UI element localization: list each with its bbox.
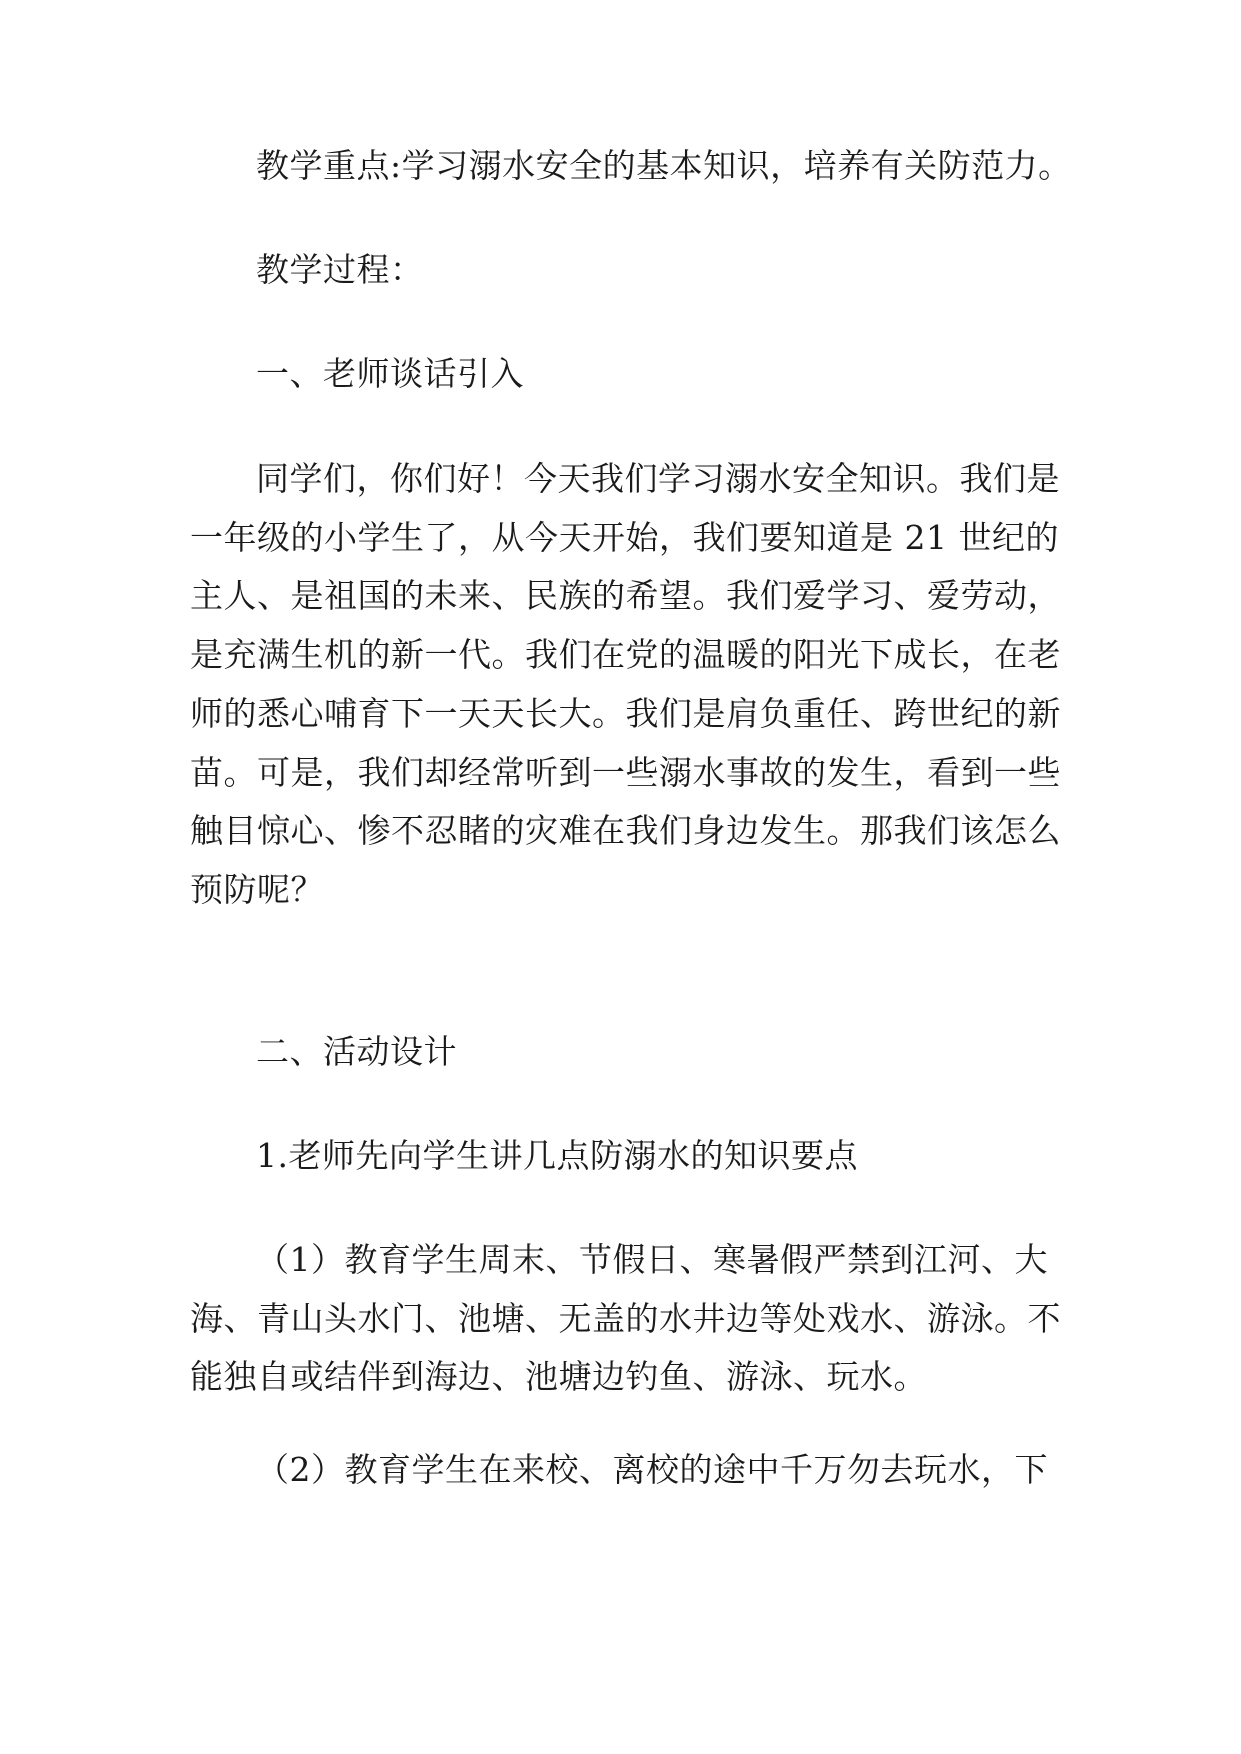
- text-line: 二、活动设计: [256, 1032, 457, 1071]
- text-line: （2）教育学生在来校、离校的途中千万勿去玩水，下: [256, 1450, 1048, 1489]
- text-line: 是充满生机的新一代。我们在党的温暖的阳光下成长，在老: [190, 635, 1061, 675]
- text-line: 主人、是祖国的未来、民族的希望。我们爱学习、爱劳动，: [190, 576, 1061, 616]
- text-line: 教学过程：: [256, 250, 424, 289]
- teaching-process-heading: [190, 241, 1056, 300]
- text-line: 师的悉心哺育下一天天长大。我们是肩负重任、跨世纪的新: [190, 693, 1061, 733]
- text-line: 一年级的小学生了，从今天开始，我们要知道是 21 世纪的: [190, 517, 1059, 557]
- text-line: 海、青山头水门、池塘、无盖的水井边等处戏水、游泳。不: [190, 1298, 1061, 1338]
- activity-one-heading: [190, 1127, 1056, 1186]
- point-two-paragraph: [190, 1441, 1056, 1500]
- section-two-heading: [190, 1023, 1056, 1082]
- text-line: 苗。可是，我们却经常听到一些溺水事故的发生，看到一些: [190, 752, 1061, 792]
- text-line: 预防呢？: [190, 869, 324, 909]
- section-one-heading: [190, 345, 1056, 404]
- intro-paragraph: [190, 450, 1061, 920]
- text-line: （1）教育学生周末、节假日、寒暑假严禁到江河、大: [256, 1240, 1048, 1279]
- text-line: 一、老师谈话引入: [256, 354, 524, 393]
- text-line: 能独自或结伴到海边、池塘边钓鱼、游泳、玩水。: [190, 1357, 927, 1397]
- text-line: 教学重点:学习溺水安全的基本知识，培养有关防范力。: [256, 146, 1072, 185]
- teaching-focus-paragraph: [190, 137, 1072, 196]
- point-one-paragraph: [190, 1231, 1061, 1407]
- text-line: 同学们，你们好！今天我们学习溺水安全知识。我们是: [256, 459, 1060, 498]
- text-line: 触目惊心、惨不忍睹的灾难在我们身边发生。那我们该怎么: [190, 811, 1061, 851]
- text-line: 1.老师先向学生讲几点防溺水的知识要点: [256, 1136, 858, 1175]
